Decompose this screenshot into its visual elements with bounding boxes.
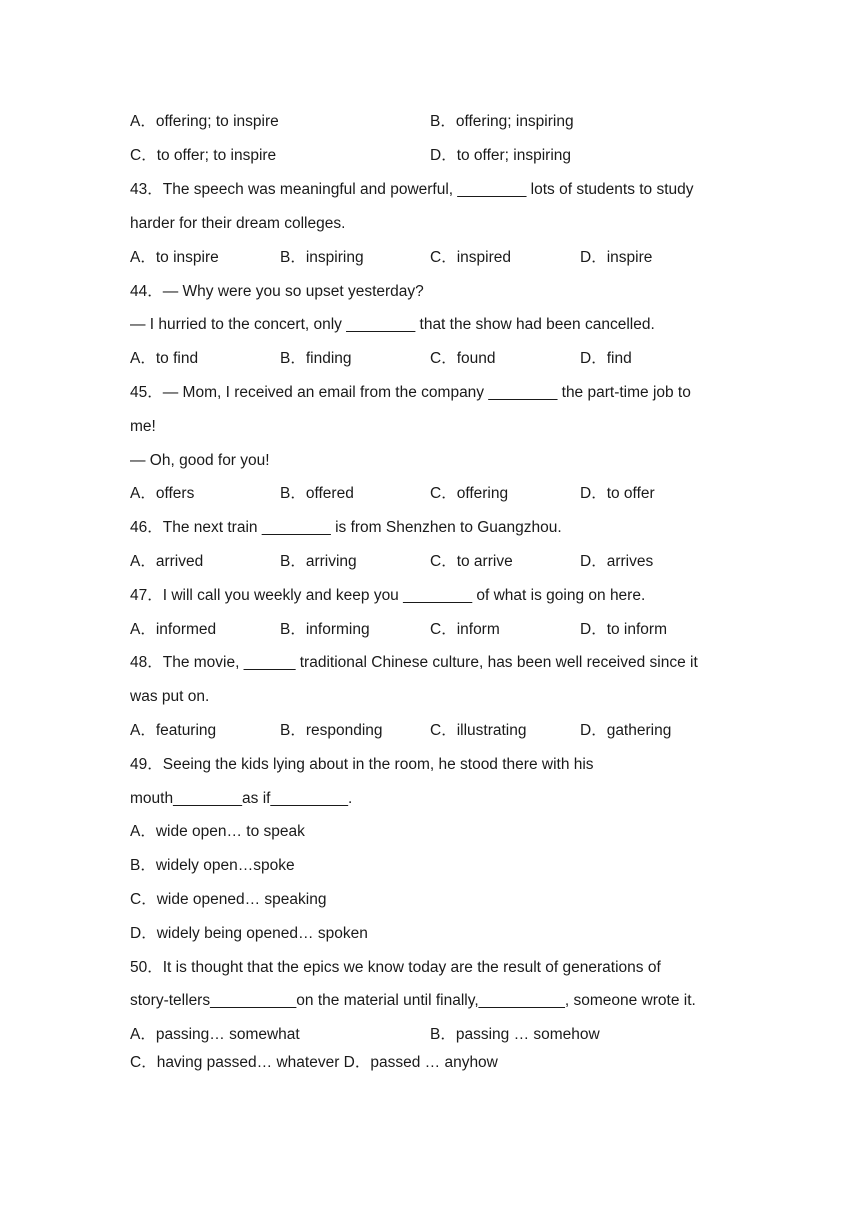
q43-stem-line1: 43．The speech was meaningful and powerful, ________ lots of students to study — [130, 181, 694, 198]
q45-stem-line2: me! — [130, 418, 156, 435]
q44-option-d: D．find — [580, 350, 632, 367]
q46-option-b: B．arriving — [280, 553, 357, 570]
q49-option-d: D．widely being opened… spoken — [130, 925, 368, 942]
q48-option-a: A．featuring — [130, 722, 217, 739]
q43-stem-line2: harder for their dream colleges. — [130, 215, 346, 232]
q46-stem-line1: 46．The next train ________ is from Shenzhen to Guangzhou. — [130, 519, 562, 536]
q45-option-b: B．offered — [280, 485, 354, 502]
q48-option-c: C．illustrating — [430, 722, 527, 739]
q47-option-b: B．informing — [280, 621, 370, 638]
q46-option-c: C．to arrive — [430, 553, 513, 570]
q45-option-a: A．offers — [130, 485, 195, 502]
q50-option-a: A．passing… somewhat — [130, 1026, 300, 1043]
q42-option-d: D．to offer; inspiring — [430, 147, 571, 164]
q48-option-d: D．gathering — [580, 722, 672, 739]
q46-option-a: A．arrived — [130, 553, 204, 570]
q49-option-b: B．widely open…spoke — [130, 857, 295, 874]
q45-stem-line1: 45．— Mom, I received an email from the company ________ the part-time job to — [130, 384, 691, 401]
q45-option-c: C．offering — [430, 485, 509, 502]
q43-option-c: C．inspired — [430, 249, 511, 266]
q48-option-b: B．responding — [280, 722, 383, 739]
q46-option-d: D．arrives — [580, 553, 654, 570]
q45-option-d: D．to offer — [580, 485, 655, 502]
q42-option-a: A．offering; to inspire — [130, 113, 279, 130]
q49-option-a: A．wide open… to speak — [130, 823, 305, 840]
q50-option-b: B．passing … somehow — [430, 1026, 600, 1043]
q45-reply: — Oh, good for you! — [130, 452, 270, 469]
q48-stem-line1: 48．The movie, ______ traditional Chinese culture, has been well received since it — [130, 654, 698, 671]
q50-stem-line1: 50．It is thought that the epics we know today are the result of generations of — [130, 959, 661, 976]
q44-stem-line2: — I hurried to the concert, only ________ that the show had been cancelled. — [130, 316, 655, 333]
q50-option-c-d: C．having passed… whatever D．passed … anyhow — [130, 1054, 498, 1071]
q42-option-c: C．to offer; to inspire — [130, 147, 277, 164]
q44-option-a: A．to find — [130, 350, 199, 367]
q43-option-d: D．inspire — [580, 249, 653, 266]
q43-option-a: A．to inspire — [130, 249, 219, 266]
q49-stem-line2: mouth________as if_________. — [130, 790, 353, 807]
q50-stem-line2: story-tellers__________on the material until finally,__________, someone wrote it. — [130, 992, 696, 1009]
q44-option-c: C．found — [430, 350, 496, 367]
q47-stem-line1: 47．I will call you weekly and keep you ________ of what is going on here. — [130, 587, 646, 604]
q49-option-c: C．wide opened… speaking — [130, 891, 327, 908]
q49-stem-line1: 49．Seeing the kids lying about in the room, he stood there with his — [130, 756, 594, 773]
q42-option-b: B．offering; inspiring — [430, 113, 574, 130]
q44-option-b: B．finding — [280, 350, 352, 367]
q47-option-d: D．to inform — [580, 621, 667, 638]
q48-stem-line2: was put on. — [130, 688, 210, 705]
q44-stem-line1: 44．— Why were you so upset yesterday? — [130, 283, 424, 300]
q47-option-a: A．informed — [130, 621, 217, 638]
q47-option-c: C．inform — [430, 621, 500, 638]
q43-option-b: B．inspiring — [280, 249, 364, 266]
